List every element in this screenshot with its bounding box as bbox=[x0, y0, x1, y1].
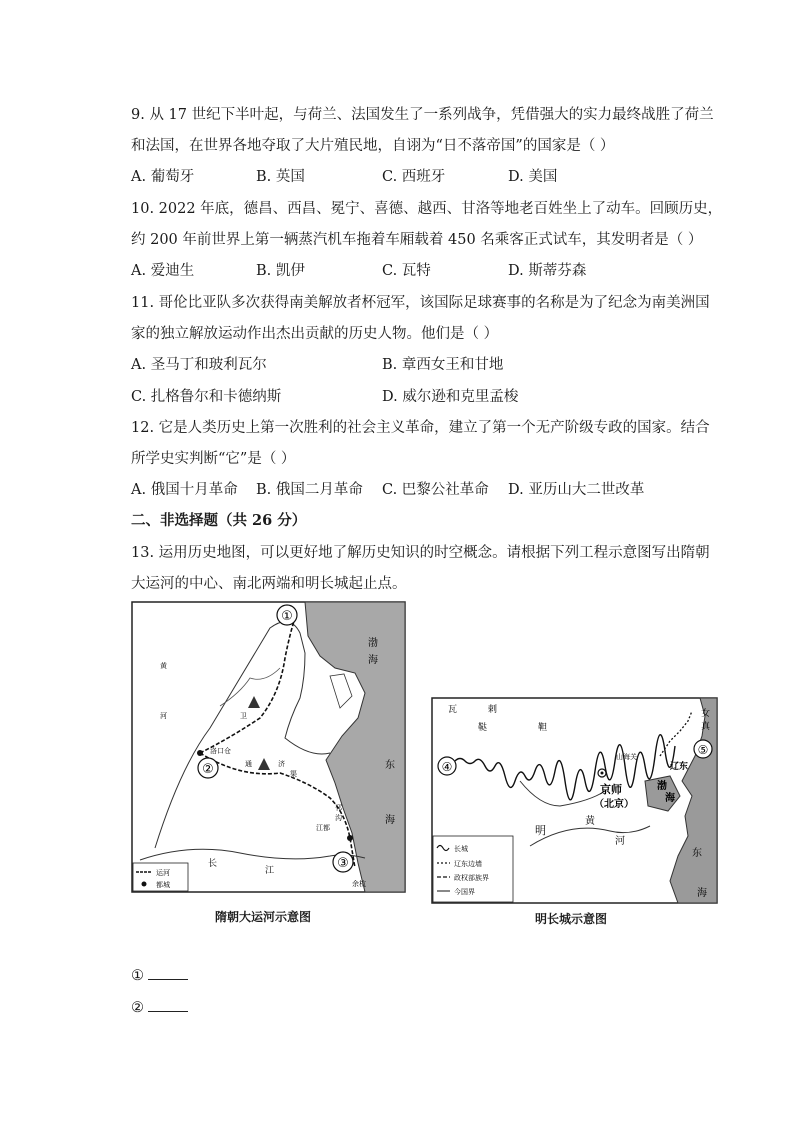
ming-wall-map bbox=[430, 696, 720, 906]
svg-text:①: ① bbox=[281, 609, 293, 624]
ming-marker-4 bbox=[438, 757, 456, 775]
sui-marker-2 bbox=[198, 758, 218, 778]
q12-text-line1: 12. 它是人类历史上第一次胜利的社会主义革命，建立了第一个无产阶级专政的国家。结合 bbox=[131, 420, 710, 436]
answer-label-1: ① bbox=[131, 968, 144, 984]
svg-text:运河: 运河 bbox=[156, 869, 170, 877]
q11-option-c[interactable]: C. 扎格鲁尔和卡德纳斯 bbox=[131, 389, 282, 405]
q12-text-line2: 所学史实判断“它”是（ ） bbox=[131, 451, 296, 467]
svg-text:渠: 渠 bbox=[290, 770, 297, 778]
ming-marker-5 bbox=[694, 740, 712, 758]
answer-blank-1[interactable] bbox=[148, 967, 188, 980]
svg-text:长: 长 bbox=[208, 859, 218, 869]
svg-text:明: 明 bbox=[535, 824, 546, 837]
svg-text:河: 河 bbox=[160, 712, 167, 720]
q9-option-b[interactable]: B. 英国 bbox=[256, 169, 305, 185]
svg-text:黄: 黄 bbox=[160, 662, 167, 670]
svg-text:女: 女 bbox=[701, 709, 711, 719]
ming-map-caption: 明长城示意图 bbox=[535, 912, 608, 926]
svg-text:渤: 渤 bbox=[657, 781, 667, 792]
q10-text-line2: 约 200 年前世界上第一辆蒸汽机车拖着车厢载着 450 名乘客正式试车，其发明者是（ ） bbox=[131, 232, 703, 248]
q11-text-line1: 11. 哥伦比亚队多次获得南美解放者杯冠军，该国际足球赛事的名称是为了纪念为南美洲国 bbox=[131, 295, 710, 311]
q11-option-b[interactable]: B. 章西女王和甘地 bbox=[382, 357, 504, 373]
answer-line-2[interactable] bbox=[131, 999, 188, 1016]
q9-option-c[interactable]: C. 西班牙 bbox=[382, 169, 446, 185]
svg-text:长城: 长城 bbox=[454, 845, 468, 853]
svg-text:河: 河 bbox=[615, 836, 625, 847]
answer-line-1[interactable] bbox=[131, 967, 188, 984]
answer-blank-2[interactable] bbox=[148, 999, 188, 1012]
svg-text:今国界: 今国界 bbox=[454, 888, 475, 896]
svg-text:真: 真 bbox=[701, 722, 711, 732]
q12-option-a[interactable]: A. 俄国十月革命 bbox=[131, 482, 238, 498]
sui-marker-1 bbox=[277, 605, 297, 625]
svg-text:政权部族界: 政权部族界 bbox=[454, 874, 489, 882]
svg-text:海: 海 bbox=[697, 888, 707, 899]
svg-text:京师: 京师 bbox=[600, 783, 622, 796]
svg-text:靼: 靼 bbox=[538, 723, 548, 733]
svg-text:③: ③ bbox=[337, 856, 349, 871]
section-heading: 二、非选择题（共 26 分） bbox=[131, 512, 307, 529]
answer-label-2: ② bbox=[131, 1000, 144, 1016]
q13-text-line1: 13. 运用历史地图，可以更好地了解历史知识的时空概念。请根据下列工程示意图写出隋朝 bbox=[131, 545, 710, 561]
svg-text:江: 江 bbox=[265, 866, 275, 876]
svg-text:通: 通 bbox=[245, 760, 252, 768]
q9-option-a[interactable]: A. 葡萄牙 bbox=[131, 169, 195, 185]
svg-text:辽东边墙: 辽东边墙 bbox=[454, 860, 482, 868]
svg-text:洛口仓: 洛口仓 bbox=[210, 747, 231, 755]
q12-option-b[interactable]: B. 俄国二月革命 bbox=[256, 482, 363, 498]
svg-text:江都: 江都 bbox=[316, 824, 330, 832]
q13-text-line2: 大运河的中心、南北两端和明长城起止点。 bbox=[131, 576, 407, 592]
svg-text:沟: 沟 bbox=[335, 814, 342, 822]
q10-option-d[interactable]: D. 斯蒂芬森 bbox=[508, 263, 587, 279]
svg-text:邗: 邗 bbox=[335, 804, 342, 812]
q12-option-c[interactable]: C. 巴黎公社革命 bbox=[382, 482, 489, 498]
svg-text:卫: 卫 bbox=[240, 712, 247, 720]
svg-text:海: 海 bbox=[368, 655, 378, 666]
svg-text:海: 海 bbox=[665, 793, 675, 804]
q9-text-line1: 9. 从 17 世纪下半叶起，与荷兰、法国发生了一系列战争，凭借强大的实力最终战胜了荷兰 bbox=[131, 107, 714, 123]
svg-text:鞑: 鞑 bbox=[478, 723, 488, 733]
svg-text:渤: 渤 bbox=[368, 638, 378, 649]
svg-text:山海关: 山海关 bbox=[616, 753, 637, 761]
sui-marker-3 bbox=[333, 852, 353, 872]
q11-text-line2: 家的独立解放运动作出杰出贡献的历史人物。他们是（ ） bbox=[131, 326, 499, 342]
q12-option-d[interactable]: D. 亚历山大二世改革 bbox=[508, 482, 645, 498]
svg-text:东: 东 bbox=[385, 760, 395, 771]
maps-figure bbox=[130, 598, 720, 928]
svg-text:瓦: 瓦 bbox=[448, 705, 458, 715]
q9-text-line2: 和法国，在世界各地夺取了大片殖民地，自诩为“日不落帝国”的国家是（ ） bbox=[131, 138, 615, 154]
q10-option-a[interactable]: A. 爱迪生 bbox=[131, 263, 195, 279]
svg-text:剌: 剌 bbox=[488, 705, 498, 715]
svg-text:（北京）: （北京） bbox=[594, 799, 634, 810]
q9-option-d[interactable]: D. 美国 bbox=[508, 169, 558, 185]
sui-canal-map bbox=[130, 598, 410, 898]
svg-text:东: 东 bbox=[692, 848, 702, 859]
q11-option-a[interactable]: A. 圣马丁和玻利瓦尔 bbox=[131, 357, 267, 373]
q10-option-b[interactable]: B. 凯伊 bbox=[256, 263, 305, 279]
svg-text:海: 海 bbox=[385, 815, 395, 826]
q10-text-line1: 10. 2022 年底，德昌、西昌、冕宁、喜德、越西、甘洛等地老百姓坐上了动车。回顾历史， bbox=[131, 201, 723, 217]
svg-text:都城: 都城 bbox=[156, 881, 170, 889]
svg-text:⑤: ⑤ bbox=[697, 743, 709, 757]
svg-text:余杭: 余杭 bbox=[352, 880, 366, 888]
svg-text:济: 济 bbox=[278, 760, 285, 768]
q11-option-d[interactable]: D. 威尔逊和克里孟梭 bbox=[382, 389, 519, 405]
svg-text:④: ④ bbox=[441, 760, 453, 774]
svg-text:辽东: 辽东 bbox=[670, 762, 689, 772]
q10-option-c[interactable]: C. 瓦特 bbox=[382, 263, 431, 279]
svg-text:黄: 黄 bbox=[585, 816, 595, 827]
sui-map-caption: 隋朝大运河示意图 bbox=[215, 910, 312, 924]
svg-text:②: ② bbox=[202, 762, 214, 777]
